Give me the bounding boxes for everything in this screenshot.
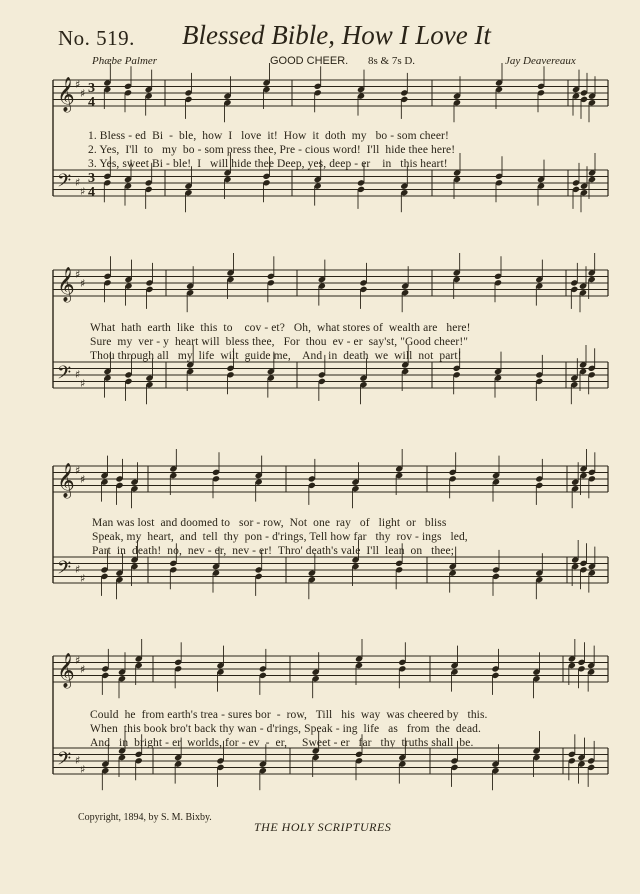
sharp-icon: ♯ xyxy=(75,754,81,767)
treble-clef-icon: 𝄞 xyxy=(57,267,75,302)
time-signature: 3 xyxy=(88,81,95,96)
time-signature: 3 xyxy=(88,171,95,186)
bass-clef-icon: 𝄢 xyxy=(57,558,72,583)
sharp-icon: ♯ xyxy=(80,277,86,290)
treble-clef-icon: 𝄞 xyxy=(57,77,75,112)
bass-clef-icon: 𝄢 xyxy=(57,363,72,388)
sharp-icon: ♯ xyxy=(75,176,81,189)
lyric-line: Thou through all my life wilt guide me, And in death we will not part! xyxy=(90,350,462,362)
section-title: THE HOLY SCRIPTURES xyxy=(254,820,392,834)
sharp-icon: ♯ xyxy=(80,663,86,676)
treble-clef-icon: 𝄞 xyxy=(57,653,75,688)
bass-clef-icon: 𝄢 xyxy=(57,749,72,774)
lyric-line: Speak, my heart, and tell thy pon - d'rings, Tell how far thy rov - ings led, xyxy=(92,531,468,543)
sharp-icon: ♯ xyxy=(80,572,86,585)
sharp-icon: ♯ xyxy=(80,763,86,776)
tune-name: GOOD CHEER. xyxy=(270,55,349,67)
hymn-number: No. 519. xyxy=(58,26,135,50)
lyric-line: When this book bro't back thy wan - d'rings, Speak - ing life as from the dead. xyxy=(90,723,481,735)
author-credit: Phæbe Palmer xyxy=(92,55,158,67)
time-signature: 4 xyxy=(88,185,95,200)
lyric-line: 3. Yes, sweet Bi - ble! I will hide thee Deep, yes, deep - er in this heart! xyxy=(88,158,448,170)
lyric-line: 1. Bless - ed Bi - ble, how I love it! How it doth my bo - som cheer! xyxy=(88,130,449,142)
meter: 8s & 7s D. xyxy=(368,55,416,67)
copyright-notice: Copyright, 1894, by S. M. Bixby. xyxy=(78,812,212,823)
sharp-icon: ♯ xyxy=(75,78,81,91)
sharp-icon: ♯ xyxy=(75,368,81,381)
lyric-line: Sure my ver - y heart will bless thee, For thou ev - er say'st, "Good cheer!" xyxy=(90,336,469,348)
time-signature: 4 xyxy=(88,95,95,110)
bass-clef-icon: 𝄢 xyxy=(57,171,72,196)
sharp-icon: ♯ xyxy=(75,654,81,667)
hymn-title: Blessed Bible, How I Love It xyxy=(182,20,491,50)
lyric-line: 2. Yes, I'll to my bo - som press thee, Pre - cious word! I'll hide thee here! xyxy=(88,144,456,156)
lyric-line: Man was lost and doomed to sor - row, Not one ray of light or bliss xyxy=(92,517,447,529)
sharp-icon: ♯ xyxy=(80,87,86,100)
treble-clef-icon: 𝄞 xyxy=(57,463,75,498)
sharp-icon: ♯ xyxy=(80,473,86,486)
sharp-icon: ♯ xyxy=(75,268,81,281)
sharp-icon: ♯ xyxy=(80,377,86,390)
lyric-line: Could he from earth's trea - sures bor - row, Till his way was cheered by this. xyxy=(90,709,488,721)
composer-credit: Jay Deavereaux xyxy=(505,55,576,67)
lyric-line: Part in death! no, nev - er, nev - er! Thro' death's vale I'll lean on thee; xyxy=(92,545,454,557)
sharp-icon: ♯ xyxy=(80,185,86,198)
sharp-icon: ♯ xyxy=(75,464,81,477)
lyric-line: What hath earth like this to cov - et? Oh, what stores of wealth are here! xyxy=(90,322,471,334)
lyric-line: And in bright - er worlds, for - ev - er, Sweet - er far thy truths shall be. xyxy=(90,737,474,749)
sharp-icon: ♯ xyxy=(75,563,81,576)
